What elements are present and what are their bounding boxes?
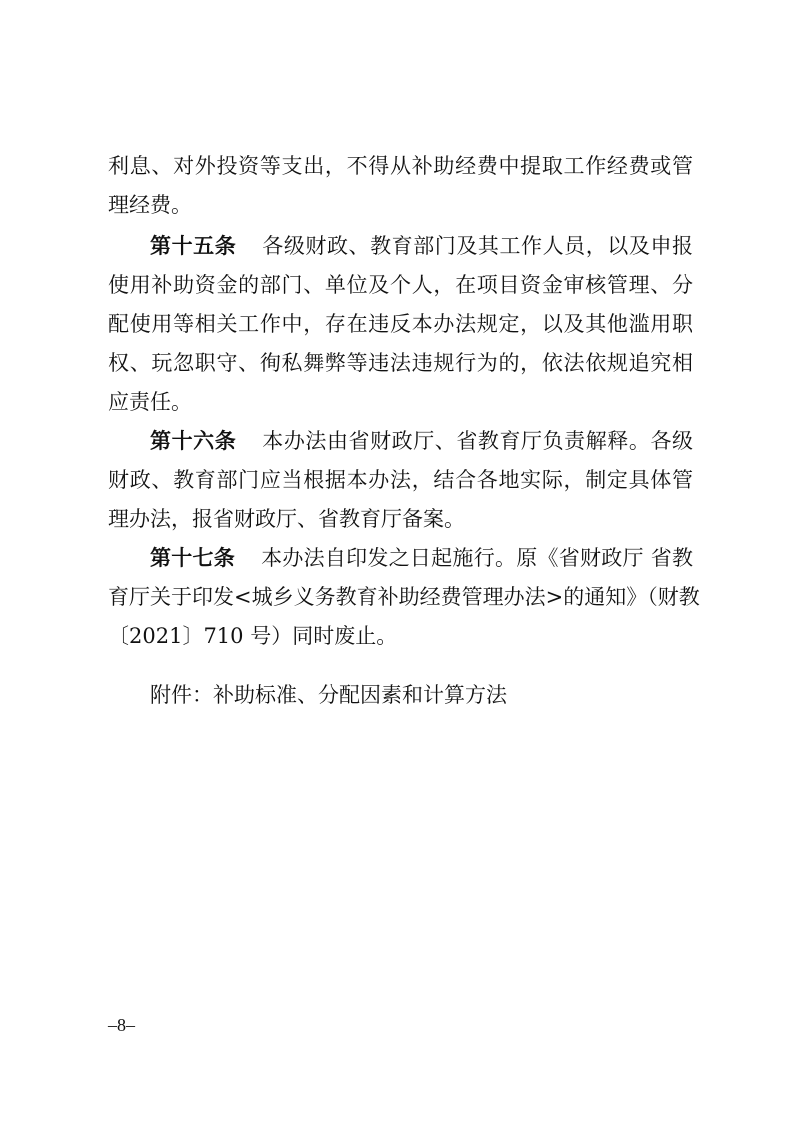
paragraph-line: 育厅关于印发<城乡义务教育补助经费管理办法>的通知》（财教 — [108, 585, 700, 609]
article-17-first-line — [150, 538, 693, 578]
paragraph-line: 权、玩忽职守、徇私舞弊等违法违规行为的，依法依规追究相 — [108, 351, 693, 375]
article-15-first-line — [150, 226, 693, 266]
paragraph-line: 理经费。 — [108, 193, 192, 217]
paragraph-line: 〔2021〕710 号）同时废止。 — [108, 624, 398, 648]
article-16-text: 本办法由省财政厅、省教育厅负责解释。各级 — [262, 429, 694, 453]
page-number: –8– — [108, 1015, 135, 1035]
article-17-label: 第十七条 — [150, 546, 236, 570]
paragraph-line: 应责任。 — [108, 390, 192, 414]
paragraph-line: 使用补助资金的部门、单位及个人，在项目资金审核管理、分 — [108, 273, 693, 297]
paragraph-line: 利息、对外投资等支出，不得从补助经费中提取工作经费或管 — [108, 154, 693, 178]
article-17-text: 本办法自印发之日起施行。原《省财政厅 省教 — [261, 546, 693, 570]
article-15-label: 第十五条 — [150, 234, 237, 258]
paragraph-line: 理办法，报省财政厅、省教育厅备案。 — [108, 507, 465, 531]
article-16-label: 第十六条 — [150, 429, 237, 453]
paragraph-line: 配使用等相关工作中，存在违反本办法规定，以及其他滥用职 — [108, 312, 693, 336]
article-15-text: 各级财政、教育部门及其工作人员，以及申报 — [262, 234, 694, 258]
paragraph-line: 财政、教育部门应当根据本办法，结合各地实际，制定具体管 — [108, 468, 693, 492]
attachment-note: 附件：补助标准、分配因素和计算方法 — [150, 683, 507, 707]
article-16-first-line — [150, 421, 693, 461]
